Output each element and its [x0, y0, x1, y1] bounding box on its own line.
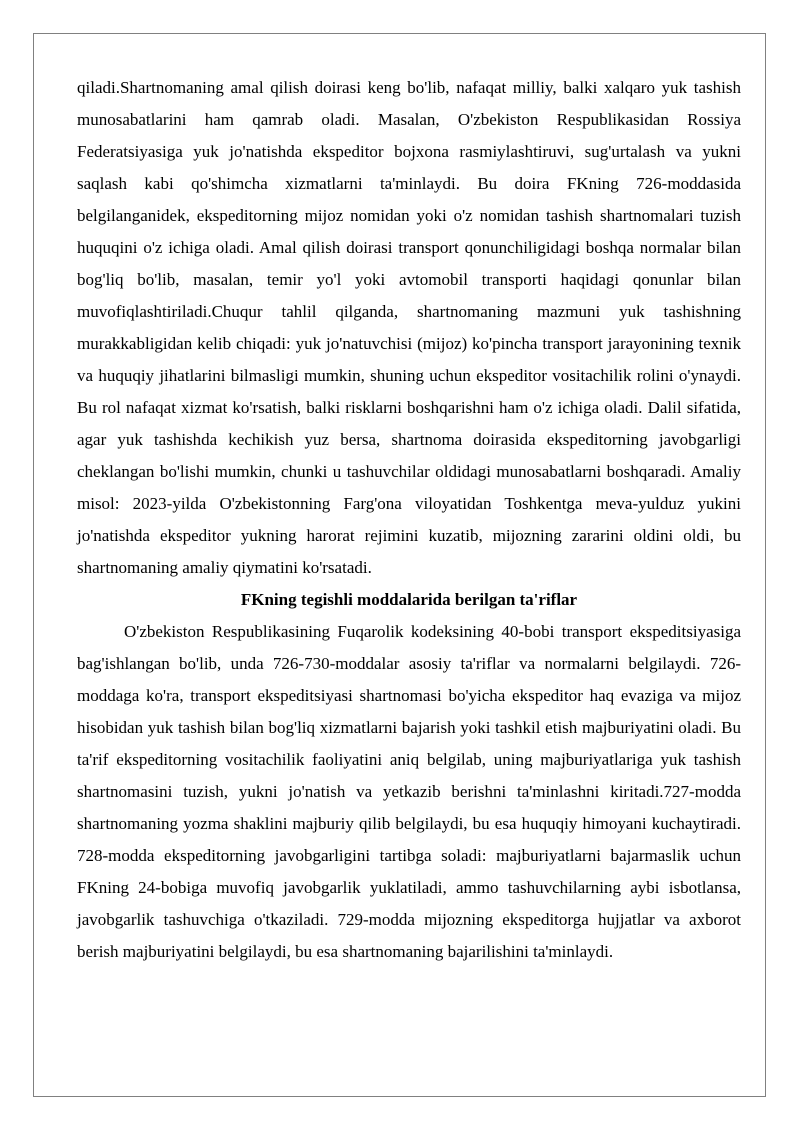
- document-body: [77, 72, 741, 968]
- section-heading: FKning tegishli moddalarida berilgan ta'riflar: [240, 590, 578, 609]
- body-paragraph: O'zbekiston Respublikasining Fuqarolik kodeksining 40-bobi transport ekspeditsiyasiga bag'ishlangan bo'lib, unda 726-730-moddalar asosiy ta'riflar va normalarni belgilaydi. 726-moddaga ko'ra, transport ekspeditsiyasi shartnomasi bo'yicha ekspeditor haq evaziga va mijoz hisobidan yuk tashish bilan bog'liq xizmatlarni bajarish yoki tashkil etish majburiyatini oladi. Bu ta'rif ekspeditorning vositachilik faoliyatini aniq belgilab, uning majburiyatlariga yuk tashish shartnomasini tuzish, yukni jo'natish va yetkazib berishni ta'minlashni kiritadi.727-modda shartnomaning yozma shaklini majburiy qilib belgilaydi, bu esa huquqiy himoyani kuchaytiradi. 728-modda ekspeditorning javobgarligini tartibga soladi: majburiyatlarni bajarmaslik uchun FKning 24-bobiga muvofiq javobgarlik yuklatiladi, ammo tashuvchilarning aybi isbotlansa, javobgarlik tashuvchiga o'tkaziladi. 729-modda mijozning ekspeditorga hujjatlar va axborot berish majburiyatini belgilaydi, bu esa shartnomaning bajarilishini ta'minlaydi.: [77, 622, 741, 961]
- body-paragraph: qiladi.Shartnomaning amal qilish doirasi keng bo'lib, nafaqat milliy, balki xalqaro yuk tashish munosabatlarini ham qamrab oladi. Masalan, O'zbekiston Respublikasidan Rossiya Federatsiyasiga yuk jo'natishda ekspeditor bojxona rasmiylashtiruvi, sug'urtalash va yukni saqlash kabi qo'shimcha xizmatlarni ta'minlaydi. Bu doira FKning 726-moddasida belgilanganidek, ekspeditorning mijoz nomidan yoki o'z nomidan tashish shartnomalari tuzish huquqini o'z ichiga oladi. Amal qilish doirasi transport qonunchiligidagi boshqa normalar bilan bog'liq bo'lib, masalan, temir yo'l yoki avtomobil transporti haqidagi qonunlar bilan muvofiqlashtiriladi.Chuqur tahlil qilganda, shartnomaning mazmuni yuk tashishning murakkabligidan kelib chiqadi: yuk jo'natuvchisi (mijoz) ko'pincha transport jarayonining texnik va huquqiy jihatlarini bilmasligi mumkin, shuning uchun ekspeditor vositachilik rolini o'ynaydi. Bu rol nafaqat xizmat ko'rsatish, balki risklarni boshqarishni ham o'z ichiga oladi. Dalil sifatida, agar yuk tashishda kechikish yuz bersa, shartnoma doirasida ekspeditorning javobgarligi cheklangan bo'lishi mumkin, chunki u tashuvchilar oldidagi munosabatlarni boshqaradi. Amaliy misol: 2023-yilda O'zbekistonning Farg'ona viloyatidan Toshkentga meva-yulduz yukini jo'natishda ekspeditor yukning harorat rejimini kuzatib, mijozning zararini oldini oldi, bu shartnomaning amaliy qiymatini ko'rsatadi.: [77, 78, 741, 577]
